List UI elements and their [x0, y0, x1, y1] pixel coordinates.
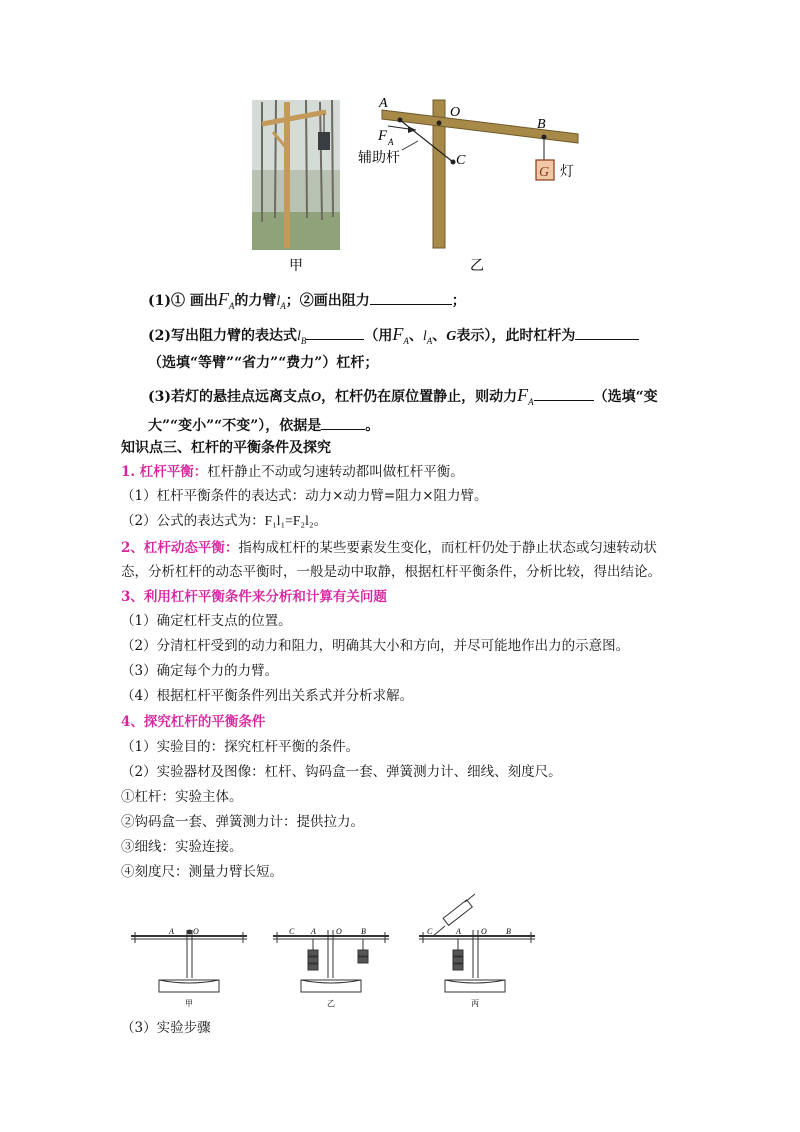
- p4-item-2: （2）实验器材及图像：杠杆、钩码盒一套、弹簧测力计、细线、刻度尺。: [121, 764, 562, 780]
- paragraph-1-1: （1）杠杆平衡条件的表达式：动力×动力臂=阻力×阻力臂。: [121, 488, 488, 504]
- p4-item-6: ④刻度尺：测量力臂长短。: [121, 864, 283, 880]
- apparatus-label-c: C: [427, 927, 433, 936]
- apparatus-label-a: A: [456, 927, 461, 936]
- answer-blank[interactable]: [321, 414, 365, 430]
- p4-item-5: ③细线：实验连接。: [121, 839, 243, 855]
- p4-item-1: （1）实验目的：探究杠杆平衡的条件。: [121, 739, 360, 755]
- paragraph-1: 1. 杠杆平衡：杠杆静止不动或匀速转动都叫做杠杆平衡。: [121, 464, 464, 480]
- diagram-caption: 乙: [470, 259, 484, 274]
- apparatus-label-o: O: [481, 927, 487, 936]
- paragraph-2-line2: 态，分析杠杆的动态平衡时，一般是动中取静，根据杠杆平衡条件，分析比较，得出结论。: [121, 564, 661, 580]
- p3-item-4: （4）根据杠杆平衡条件列出关系式并分析求解。: [121, 688, 414, 704]
- paragraph-4-heading: 4、探究杠杆的平衡条件: [121, 714, 266, 730]
- label-b: B: [537, 117, 546, 132]
- label-o: O: [450, 105, 461, 120]
- paragraph-2: 2、杠杆动态平衡：指构成杠杆的某些要素发生变化，而杠杆仍处于静止状态或匀速转动状: [121, 540, 657, 556]
- lever-apparatus-figure: [125, 888, 555, 1010]
- apparatus-label-c: C: [289, 927, 295, 936]
- caption-jia: 甲: [185, 999, 193, 1008]
- apparatus-jia: [131, 930, 247, 992]
- paragraph-1-2: （2）公式的表达式为：F₁l₁=F₂l₂。: [121, 513, 328, 529]
- apparatus-label-o: O: [336, 927, 342, 936]
- label-a: A: [379, 96, 388, 111]
- answer-blank[interactable]: [370, 289, 452, 305]
- label-c: C: [456, 153, 466, 168]
- answer-blank[interactable]: [534, 385, 594, 401]
- label-aux-rod: 辅助杆: [358, 150, 400, 166]
- question-2: (2)写出阻力臂的表达式$l_B$ （用$F_A$、$l_A$、G表示），此时杠杆为: [148, 324, 639, 351]
- question-1: (1)① 画出$F_A$的力臂$l_A$；②画出阻力 ；: [148, 289, 466, 311]
- p3-item-2: （2）分清杠杆受到的动力和阻力，明确其大小和方向，并尽可能地作出力的示意图。: [121, 638, 630, 654]
- lamp-post-photo: [252, 100, 340, 250]
- label-lamp: 灯: [560, 164, 574, 180]
- paragraph-3-heading: 3、利用杠杆平衡条件来分析和计算有关问题: [121, 589, 387, 605]
- apparatus-label-b: B: [361, 927, 366, 936]
- apparatus-bing: [419, 894, 535, 992]
- answer-blank[interactable]: [575, 324, 639, 340]
- label-fa: F: [378, 128, 388, 144]
- question-3-line2: 大”“变小”“不变”），依据是 。: [148, 414, 379, 436]
- caption-bing: 丙: [471, 999, 479, 1008]
- photo-caption: 甲: [289, 259, 303, 274]
- p4-step-heading: （3）实验步骤: [121, 1020, 211, 1036]
- section-title: 知识点三、杠杆的平衡条件及探究: [121, 440, 331, 456]
- p3-item-1: （1）确定杠杆支点的位置。: [121, 613, 292, 629]
- question-2-line2: （选填“等臂”“省力”“费力”）杠杆；: [148, 355, 379, 371]
- label-g: G: [539, 165, 550, 180]
- caption-yi: 乙: [327, 999, 335, 1008]
- lever-figure-top: [240, 92, 600, 277]
- apparatus-yi: [273, 930, 389, 992]
- answer-blank[interactable]: [306, 324, 364, 340]
- label-fa-sub: A: [388, 137, 394, 147]
- apparatus-label-a: A: [169, 927, 174, 936]
- apparatus-label-a: A: [311, 927, 316, 936]
- apparatus-label-b: B: [506, 927, 511, 936]
- p4-item-4: ②钩码盒一套、弹簧测力计：提供拉力。: [121, 814, 364, 830]
- question-3: (3)若灯的悬挂点远离支点O，杠杆仍在原位置静止，则动力$F_A$ （选填“变: [148, 385, 658, 407]
- p4-item-3: ①杠杆：实验主体。: [121, 789, 243, 805]
- apparatus-label-o: O: [193, 927, 199, 936]
- p3-item-3: （3）确定每个力的力臂。: [121, 663, 279, 679]
